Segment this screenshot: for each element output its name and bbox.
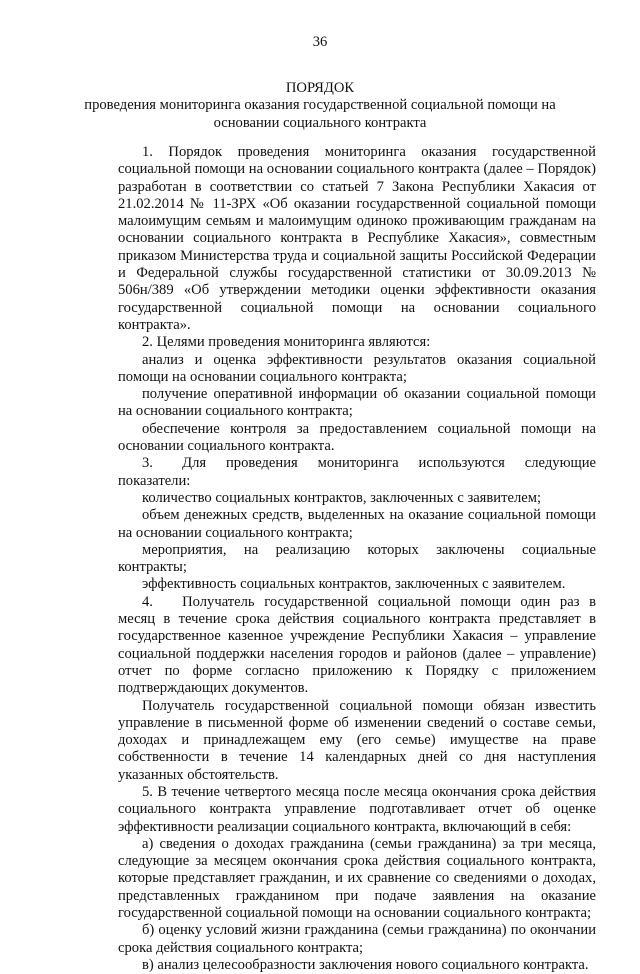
paragraph-1: 1. Порядок проведения мониторинга оказания государственной социальной помощи на основании социального контракта (далее – Порядок) разработан в соответствии со статьей 7 Закона Республики Хакасия от 21.02.2014 № 11-ЗРХ «Об оказании государственной социальной помощи малоимущим семьям и малоимущим одиноко проживающим гражданам на основании социального контракта в Республике Хакасия», совместным приказом Министерства труда и социальной защиты Российской Федерации и Федеральной службы государственной статистики от 30.09.2013 № 506н/389 «Об утверждении методики оценки эффективности оказания государственной социальной помощи на основании социального контракта». [118,144,596,333]
paragraph-2: 2. Целями проведения мониторинга являются: [142,334,431,351]
paragraph-2-item-3: обеспечение контроля за предоставлением социальной помощи на основании социального контракта. [118,420,596,455]
document-body [118,144,596,974]
paragraph-3-item-3: мероприятия, на реализацию которых заключены социальные контракты; [118,541,596,576]
paragraph-3-item-4: эффективность социальных контрактов, заключенных с заявителем. [142,576,566,593]
page-number: 36 [312,34,328,50]
paragraph-5: 5. В течение четвертого месяца после месяца окончания срока действия социального контракта управление подготавливает отчет об оценке эффективности реализации социального контракта, включающий в себя: [118,783,596,835]
paragraph-3: 3. Для проведения мониторинга используются следующие показатели: [118,455,596,489]
paragraph-2-item-2: получение оперативной информации об оказании социальной помощи на основании социального контракта; [118,386,596,420]
paragraph-5-item-c: в) анализ целесообразности заключения нового социального контракта. [142,956,589,973]
paragraph-4-continued: Получатель государственной социальной помощи обязан известить управление в письменной форме об изменении сведений о составе семьи, доходах и принадлежащем ему (его семье) имуществе на праве собственности в течение 14 календарных дней со дня наступления указанных обстоятельств. [118,697,596,783]
paragraph-5-item-b: б) оценку условий жизни гражданина (семьи гражданина) по окончании срока действия социального контракта; [118,922,596,956]
paragraph-3-item-2: объем денежных средств, выделенных на оказание социальной помощи на основании социального контракта; [118,507,596,541]
title-subtitle-line-2: основании социального контракта [213,114,427,131]
document-title [0,80,640,132]
title-subtitle-line-1: проведения мониторинга оказания государственной социальной помощи на [84,97,556,114]
paragraph-3-item-1: количество социальных контрактов, заключенных с заявителем; [142,489,542,506]
paragraph-4: 4. Получатель государственной социальной помощи один раз в месяц в течение срока действия социального контракта представляет в государственное казенное учреждение Республики Хакасия – управление социальной поддержки населения городов и районов (далее – управление) отчет по форме согласно приложению к Порядку с приложением подтверждающих документов. [118,593,596,697]
title-heading: ПОРЯДОК [285,80,355,96]
paragraph-5-item-a: а) сведения о доходах гражданина (семьи гражданина) за три месяца, следующие за месяцем окончания срока действия социального контракта, которые представляет гражданин, и их сравнение со сведениями о доходах, представленных гражданином при подаче заявления на оказание государственной социальной помощи на основании социального контракта; [118,835,596,922]
paragraph-2-item-1: анализ и оценка эффективности результатов оказания социальной помощи на основании социального контракта; [118,351,596,385]
